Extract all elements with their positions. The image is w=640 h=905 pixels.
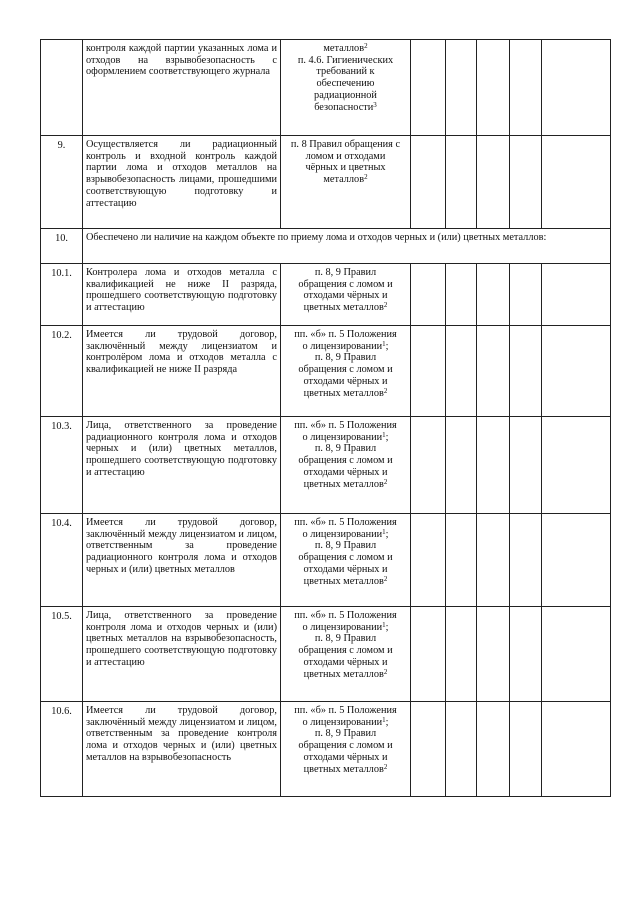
requirement-question: Осуществляется ли радиационный контроль и входной контроль каждой партии лома и отходов металлов на взрывобезопасность лицами, прошедшими соответствующую подготовку и аттестацию xyxy=(83,136,281,229)
reference-line xyxy=(284,174,407,186)
answer-cell[interactable] xyxy=(446,326,477,417)
reference-text: цветных металлов xyxy=(303,478,384,490)
reference-text: п. 8, 9 Правил xyxy=(314,540,377,552)
checklist-table xyxy=(40,39,611,797)
requirement-question: Лица, ответственного за проведение контроля лома и отходов черных и (или) цветных металлов на взрывобезопасность, прошедшего соответствующую подготовку и аттестацию xyxy=(83,607,281,702)
reference-line xyxy=(284,151,407,163)
requirement-question: Контролера лома и отходов металла с квалификацией не ниже II разряда, прошедшего соответствующую подготовку и аттестацию xyxy=(83,264,281,326)
reference-line xyxy=(284,657,407,669)
reference-line xyxy=(284,467,407,479)
reference-text: о лицензировании xyxy=(302,528,383,540)
answer-cell[interactable] xyxy=(446,264,477,326)
item-number: 10.2. xyxy=(41,326,83,417)
reference-punctuation: ; xyxy=(385,716,389,728)
reference-punctuation: ; xyxy=(385,431,389,443)
reference-text: п. 8, 9 Правил xyxy=(314,352,377,364)
answer-cell[interactable] xyxy=(411,136,446,229)
reference-line xyxy=(284,610,407,622)
footnote-marker: 2 xyxy=(383,667,388,676)
requirement-question: Имеется ли трудовой договор, заключённый между лицензиатом и лицом, ответственным за проведение радиационного контроля лома и отходов черных и (или) цветных металлов xyxy=(83,514,281,607)
reference-text: о лицензировании xyxy=(302,431,383,443)
answer-cell[interactable] xyxy=(510,607,542,702)
reference-text: чёрных и цветных xyxy=(305,162,386,174)
answer-cell[interactable] xyxy=(510,264,542,326)
reference-text: отходами чёрных и xyxy=(303,563,388,575)
table-row xyxy=(41,514,611,607)
answer-cell[interactable] xyxy=(542,136,611,229)
reference-line xyxy=(284,329,407,341)
reference-line xyxy=(284,139,407,151)
answer-cell[interactable] xyxy=(477,514,510,607)
reference-text: пп. «б» п. 5 Положения xyxy=(294,420,397,431)
footnote-marker: 2 xyxy=(383,386,388,395)
answer-cell[interactable] xyxy=(542,702,611,797)
reference-text: цветных металлов xyxy=(303,668,384,680)
reference-line xyxy=(284,420,407,432)
reference-text: металлов xyxy=(323,43,365,54)
footnote-marker: 2 xyxy=(383,477,388,486)
footnote-marker: 2 xyxy=(383,762,388,771)
reference-punctuation: ; xyxy=(385,340,389,352)
reference-text: п. 8, 9 Правил xyxy=(314,267,377,278)
answer-cell[interactable] xyxy=(446,40,477,136)
answer-cell[interactable] xyxy=(477,702,510,797)
answer-cell[interactable] xyxy=(510,40,542,136)
legal-reference xyxy=(281,607,411,702)
reference-line xyxy=(284,576,407,588)
answer-cell[interactable] xyxy=(411,40,446,136)
reference-punctuation: ; xyxy=(385,621,389,633)
reference-line xyxy=(284,376,407,388)
legal-reference xyxy=(281,514,411,607)
item-number: 10. xyxy=(41,229,83,264)
answer-cell[interactable] xyxy=(542,514,611,607)
reference-line xyxy=(284,633,407,645)
reference-text: о лицензировании xyxy=(302,340,383,352)
reference-line xyxy=(284,102,407,114)
table-row xyxy=(41,607,611,702)
item-number xyxy=(41,40,83,136)
answer-cell[interactable] xyxy=(477,264,510,326)
reference-line xyxy=(284,764,407,776)
item-number: 10.3. xyxy=(41,417,83,514)
reference-line xyxy=(284,364,407,376)
table-row xyxy=(41,136,611,229)
reference-text: обращения с ломом и xyxy=(298,645,393,657)
footnote-marker: 2 xyxy=(364,173,368,182)
reference-text: обращения с ломом и xyxy=(298,740,393,752)
item-number: 9. xyxy=(41,136,83,229)
footnote-marker: 1 xyxy=(382,620,386,629)
footnote-marker: 2 xyxy=(383,301,388,310)
answer-cell[interactable] xyxy=(446,702,477,797)
section-heading: Обеспечено ли наличие на каждом объекте по приему лома и отходов черных и (или) цветных металлов: xyxy=(83,229,611,264)
reference-line xyxy=(284,740,407,752)
answer-cell[interactable] xyxy=(411,607,446,702)
reference-line xyxy=(284,455,407,467)
legal-reference xyxy=(281,136,411,229)
reference-line xyxy=(284,705,407,717)
reference-line xyxy=(284,388,407,400)
legal-reference xyxy=(281,264,411,326)
answer-cell[interactable] xyxy=(510,326,542,417)
table-row xyxy=(41,417,611,514)
reference-text: о лицензировании xyxy=(302,621,383,633)
reference-text: п. 8, 9 Правил xyxy=(314,633,377,645)
answer-cell[interactable] xyxy=(510,702,542,797)
legal-reference xyxy=(281,326,411,417)
reference-line xyxy=(284,645,407,657)
reference-line xyxy=(284,717,407,729)
footnote-marker: 3 xyxy=(373,100,377,109)
table-row xyxy=(41,229,611,264)
reference-text: отходами чёрных и xyxy=(303,375,388,387)
reference-text: пп. «б» п. 5 Положения xyxy=(294,705,397,716)
answer-cell[interactable] xyxy=(542,607,611,702)
reference-text: металлов xyxy=(323,174,365,186)
reference-line xyxy=(284,669,407,681)
checklist-sheet xyxy=(40,39,610,797)
answer-cell[interactable] xyxy=(477,607,510,702)
answer-cell[interactable] xyxy=(411,326,446,417)
reference-text: пп. «б» п. 5 Положения xyxy=(294,517,397,528)
reference-text: цветных металлов xyxy=(303,763,384,775)
reference-text: обращения с ломом и xyxy=(298,552,393,564)
reference-text: п. 8, 9 Правил xyxy=(314,443,377,455)
answer-cell[interactable] xyxy=(477,136,510,229)
footnote-marker: 1 xyxy=(382,715,386,724)
item-number: 10.5. xyxy=(41,607,83,702)
reference-text: цветных металлов xyxy=(303,302,384,314)
item-number: 10.6. xyxy=(41,702,83,797)
footnote-marker: 2 xyxy=(364,42,368,50)
answer-cell[interactable] xyxy=(446,417,477,514)
checklist-rows xyxy=(41,40,611,797)
reference-line xyxy=(284,564,407,576)
footnote-marker: 1 xyxy=(382,527,386,536)
reference-line xyxy=(284,479,407,491)
answer-cell[interactable] xyxy=(542,264,611,326)
reference-line xyxy=(284,43,407,55)
table-row xyxy=(41,40,611,136)
item-number: 10.1. xyxy=(41,264,83,326)
table-row xyxy=(41,326,611,417)
reference-text: отходами чёрных и xyxy=(303,466,388,478)
reference-text: цветных металлов xyxy=(303,575,384,587)
answer-cell[interactable] xyxy=(477,417,510,514)
legal-reference xyxy=(281,40,411,136)
table-row xyxy=(41,264,611,326)
reference-text: пп. «б» п. 5 Положения xyxy=(294,610,397,621)
reference-line xyxy=(284,752,407,764)
reference-text: требований к xyxy=(316,66,375,78)
answer-cell[interactable] xyxy=(411,702,446,797)
answer-cell[interactable] xyxy=(542,326,611,417)
requirement-question: Имеется ли трудовой договор, заключённый между лицензиатом и лицом, ответственным за проведение контроля лома и отходов черных и (или) цветных металлов на взрывобезопасность xyxy=(83,702,281,797)
reference-line xyxy=(284,443,407,455)
footnote-marker: 1 xyxy=(382,339,386,348)
reference-punctuation: ; xyxy=(385,528,389,540)
reference-line xyxy=(284,529,407,541)
reference-line xyxy=(284,552,407,564)
reference-text: отходами чёрных и xyxy=(303,290,388,302)
reference-text: пп. «б» п. 5 Положения xyxy=(294,329,397,340)
reference-line xyxy=(284,279,407,291)
answer-cell[interactable] xyxy=(411,514,446,607)
reference-text: обращения с ломом и xyxy=(298,278,393,290)
reference-line xyxy=(284,267,407,279)
reference-text: обращения с ломом и xyxy=(298,364,393,376)
reference-text: отходами чёрных и xyxy=(303,656,388,668)
legal-reference xyxy=(281,417,411,514)
reference-text: отходами чёрных и xyxy=(303,751,388,763)
answer-cell[interactable] xyxy=(510,514,542,607)
reference-line xyxy=(284,432,407,444)
reference-line xyxy=(284,78,407,90)
reference-text: обращения с ломом и xyxy=(298,455,393,467)
reference-text: о лицензировании xyxy=(302,716,383,728)
reference-line xyxy=(284,517,407,529)
requirement-question: контроля каждой партии указанных лома и отходов на взрывобезопасность с оформлением соответствующего журнала xyxy=(83,40,281,136)
answer-cell[interactable] xyxy=(446,607,477,702)
answer-cell[interactable] xyxy=(477,40,510,136)
reference-line xyxy=(284,352,407,364)
reference-text: ломом и отходами xyxy=(305,150,386,162)
answer-cell[interactable] xyxy=(510,417,542,514)
answer-cell[interactable] xyxy=(542,40,611,136)
reference-line xyxy=(284,290,407,302)
answer-cell[interactable] xyxy=(446,136,477,229)
footnote-marker: 1 xyxy=(382,430,386,439)
requirement-question: Лица, ответственного за проведение радиационного контроля лома и отходов черных и (или) цветных металлов, прошедшего соответствующую подготовку и аттестацию xyxy=(83,417,281,514)
reference-text: обеспечению xyxy=(316,78,375,90)
reference-line xyxy=(284,540,407,552)
answer-cell[interactable] xyxy=(510,136,542,229)
legal-reference xyxy=(281,702,411,797)
answer-cell[interactable] xyxy=(411,264,446,326)
reference-line xyxy=(284,302,407,314)
requirement-question: Имеется ли трудовой договор, заключённый между лицензиатом и контролёром лома и отходов металла с квалификацией не ниже II разряда xyxy=(83,326,281,417)
reference-line xyxy=(284,90,407,102)
footnote-marker: 2 xyxy=(383,574,388,583)
reference-line xyxy=(284,728,407,740)
reference-text: п. 4.6. Гигиенических xyxy=(297,54,394,66)
reference-line xyxy=(284,162,407,174)
reference-line xyxy=(284,341,407,353)
reference-text: безопасности xyxy=(314,101,374,113)
answer-cell[interactable] xyxy=(446,514,477,607)
reference-line xyxy=(284,55,407,67)
reference-line xyxy=(284,66,407,78)
reference-line xyxy=(284,622,407,634)
answer-cell[interactable] xyxy=(477,326,510,417)
reference-text: цветных металлов xyxy=(303,387,384,399)
item-number: 10.4. xyxy=(41,514,83,607)
reference-text: радиационной xyxy=(314,89,377,101)
reference-text: п. 8 Правил обращения с xyxy=(290,139,401,150)
reference-text: п. 8, 9 Правил xyxy=(314,728,377,740)
table-row xyxy=(41,702,611,797)
answer-cell[interactable] xyxy=(411,417,446,514)
answer-cell[interactable] xyxy=(542,417,611,514)
